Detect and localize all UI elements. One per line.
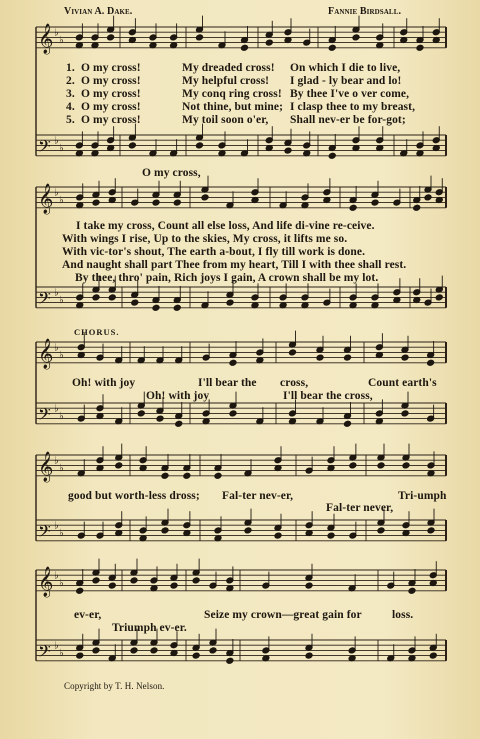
treble-clef-icon: 𝄞 xyxy=(38,451,54,482)
chorus-lyric: Fal-ter nev-er, xyxy=(222,490,294,502)
flat-icon: ♭ xyxy=(59,350,64,362)
verse-number: 4. xyxy=(66,101,75,113)
note-head xyxy=(108,582,116,589)
note-head xyxy=(192,652,200,659)
chorus-lyric: Oh! with joy xyxy=(72,377,136,389)
note-head xyxy=(173,199,181,206)
flat-icon: ♭ xyxy=(59,295,64,307)
verse-text: My dreaded cross! xyxy=(182,62,275,74)
note-head xyxy=(152,304,160,311)
note-head xyxy=(173,304,181,311)
flat-icon: ♭ xyxy=(54,640,59,652)
note-head xyxy=(427,359,435,366)
chorus-lyric: loss. xyxy=(392,609,414,621)
note-head xyxy=(92,199,100,206)
note-head xyxy=(115,462,123,469)
verse-text: On which I die to live, xyxy=(290,62,401,74)
note-head xyxy=(416,44,424,51)
verse-text: Not thine, but mine; xyxy=(182,101,284,113)
note-head xyxy=(201,194,209,201)
note-head xyxy=(128,142,136,149)
note-head xyxy=(402,462,410,469)
copyright-notice: Copyright by T. H. Nelson. xyxy=(64,681,165,691)
flat-icon: ♭ xyxy=(54,455,59,467)
note-head xyxy=(352,34,360,41)
note-head xyxy=(175,420,183,427)
chorus-lyric: I'll bear the xyxy=(198,377,257,389)
flat-icon: ♭ xyxy=(54,403,59,415)
note-head xyxy=(274,532,282,539)
flat-icon: ♭ xyxy=(54,27,59,39)
flat-icon: ♭ xyxy=(59,463,64,475)
note-head xyxy=(244,527,252,534)
note-head xyxy=(92,577,100,584)
note-head xyxy=(229,410,237,417)
flat-icon: ♭ xyxy=(54,570,59,582)
bass-clef-icon: 𝄢 xyxy=(38,640,51,665)
note-head xyxy=(371,199,379,206)
verse-text: My helpful cross! xyxy=(182,75,270,87)
note-head xyxy=(130,647,138,654)
treble-clef-icon: 𝄞 xyxy=(38,23,54,54)
refrain-line: And naught shall part Thee from my heart, Till I with thee shall rest. xyxy=(62,259,407,271)
note-head xyxy=(289,349,297,356)
note-head xyxy=(92,294,100,301)
note-head xyxy=(196,142,204,149)
treble-clef-icon: 𝄞 xyxy=(38,183,54,214)
note-head xyxy=(131,299,139,306)
flat-icon: ♭ xyxy=(59,648,64,660)
note-head xyxy=(328,44,336,51)
bass-cue-text: O my cross, xyxy=(142,167,201,179)
note-head xyxy=(92,647,100,654)
verse-text: My toil soon o'er, xyxy=(182,114,269,126)
verse-text: O my cross! xyxy=(81,88,141,100)
refrain-line: With vic-tor's shout, The earth a-bout, I fly till work is done. xyxy=(62,246,366,258)
verse-number: 1. xyxy=(66,62,75,74)
chorus-lyric: Tri-umph xyxy=(398,490,447,502)
chorus-label: CHORUS. xyxy=(74,327,120,337)
treble-clef-icon: 𝄞 xyxy=(38,338,54,369)
note-head xyxy=(349,204,357,211)
flat-icon: ♭ xyxy=(59,195,64,207)
bass-cue-text: Fal-ter never, xyxy=(326,502,394,514)
verse-text: O my cross! xyxy=(81,114,141,126)
verse-text: I clasp thee to my breast, xyxy=(290,101,416,113)
note-head xyxy=(265,39,273,46)
verse-text: O my cross! xyxy=(81,101,141,113)
note-head xyxy=(429,652,437,659)
flat-icon: ♭ xyxy=(59,143,64,155)
chorus-lyric: good but worth-less dross; xyxy=(68,490,200,502)
treble-clef-icon: 𝄞 xyxy=(38,566,54,597)
flat-icon: ♭ xyxy=(59,528,64,540)
note-head xyxy=(424,194,432,201)
refrain-line: By thee, thro' pain, Rich joys I gain, A crown shall be my lot. xyxy=(75,272,379,284)
chorus-lyric: cross, xyxy=(280,377,309,389)
note-head xyxy=(284,147,292,154)
verse-number: 3. xyxy=(66,88,75,100)
note-head xyxy=(344,354,352,361)
flat-icon: ♭ xyxy=(54,187,59,199)
note-head xyxy=(226,299,234,306)
verse-text: O my cross! xyxy=(81,62,141,74)
bass-cue-text: I'll bear the cross, xyxy=(283,390,373,402)
note-head xyxy=(344,420,352,427)
verse-text: I glad - ly bear and lo! xyxy=(290,75,402,87)
note-head xyxy=(214,472,222,479)
note-head xyxy=(401,354,409,361)
chorus-lyric: Seize my crown—great gain for xyxy=(204,609,362,621)
note-head xyxy=(107,34,115,41)
flat-icon: ♭ xyxy=(54,287,59,299)
note-head xyxy=(170,582,178,589)
note-head xyxy=(408,587,416,594)
verse-text: Shall nev-er be for-got; xyxy=(290,114,406,126)
note-head xyxy=(156,415,164,422)
refrain-line: I take my cross, Count all else loss, And life di-vine re-ceive. xyxy=(76,220,375,232)
note-head xyxy=(349,462,357,469)
verse-text: O my cross! xyxy=(81,75,141,87)
note-head xyxy=(226,657,234,664)
note-head xyxy=(161,527,169,534)
note-head xyxy=(137,410,145,417)
note-head xyxy=(305,582,313,589)
flat-icon: ♭ xyxy=(59,578,64,590)
bass-clef-icon: 𝄢 xyxy=(38,287,51,312)
note-head xyxy=(150,647,158,654)
note-head xyxy=(161,472,169,479)
bass-clef-icon: 𝄢 xyxy=(38,403,51,428)
note-head xyxy=(192,577,200,584)
flat-icon: ♭ xyxy=(59,35,64,47)
composer-left: Vivian A. Dake. xyxy=(64,6,133,17)
note-head xyxy=(377,527,385,534)
note-head xyxy=(209,647,217,654)
verse-number: 2. xyxy=(66,75,75,87)
note-head xyxy=(76,587,84,594)
note-head xyxy=(152,199,160,206)
note-head xyxy=(327,532,335,539)
composer-right: Fannie Birdsall. xyxy=(328,6,402,17)
note-head xyxy=(305,652,313,659)
note-head xyxy=(435,294,443,301)
note-head xyxy=(183,472,191,479)
bass-cue-text: Oh! with joy xyxy=(146,390,210,402)
note-head xyxy=(241,44,249,51)
flat-icon: ♭ xyxy=(59,411,64,423)
chorus-lyric: Count earth's xyxy=(368,377,437,389)
refrain-line: With wings I rise, Up to the skies, My cross, it lifts me so. xyxy=(62,233,348,245)
note-head xyxy=(328,152,336,159)
note-head xyxy=(108,294,116,301)
note-head xyxy=(76,652,84,659)
flat-icon: ♭ xyxy=(54,342,59,354)
note-head xyxy=(427,527,435,534)
note-head xyxy=(130,577,138,584)
verse-text: By thee I've o ver come, xyxy=(290,88,410,100)
bass-clef-icon: 𝄢 xyxy=(38,520,51,545)
note-head xyxy=(196,34,204,41)
chorus-lyric: ev-er, xyxy=(74,609,102,621)
note-head xyxy=(229,359,237,366)
note-head xyxy=(377,462,385,469)
verse-number: 5. xyxy=(66,114,75,126)
bass-clef-icon: 𝄢 xyxy=(38,135,51,160)
note-head xyxy=(413,204,421,211)
flat-icon: ♭ xyxy=(54,520,59,532)
note-head xyxy=(401,410,409,417)
note-head xyxy=(316,354,324,361)
verse-text: My conq ring cross! xyxy=(182,88,282,100)
bass-cue-text: Triumph ev-er. xyxy=(112,622,187,634)
flat-icon: ♭ xyxy=(54,135,59,147)
